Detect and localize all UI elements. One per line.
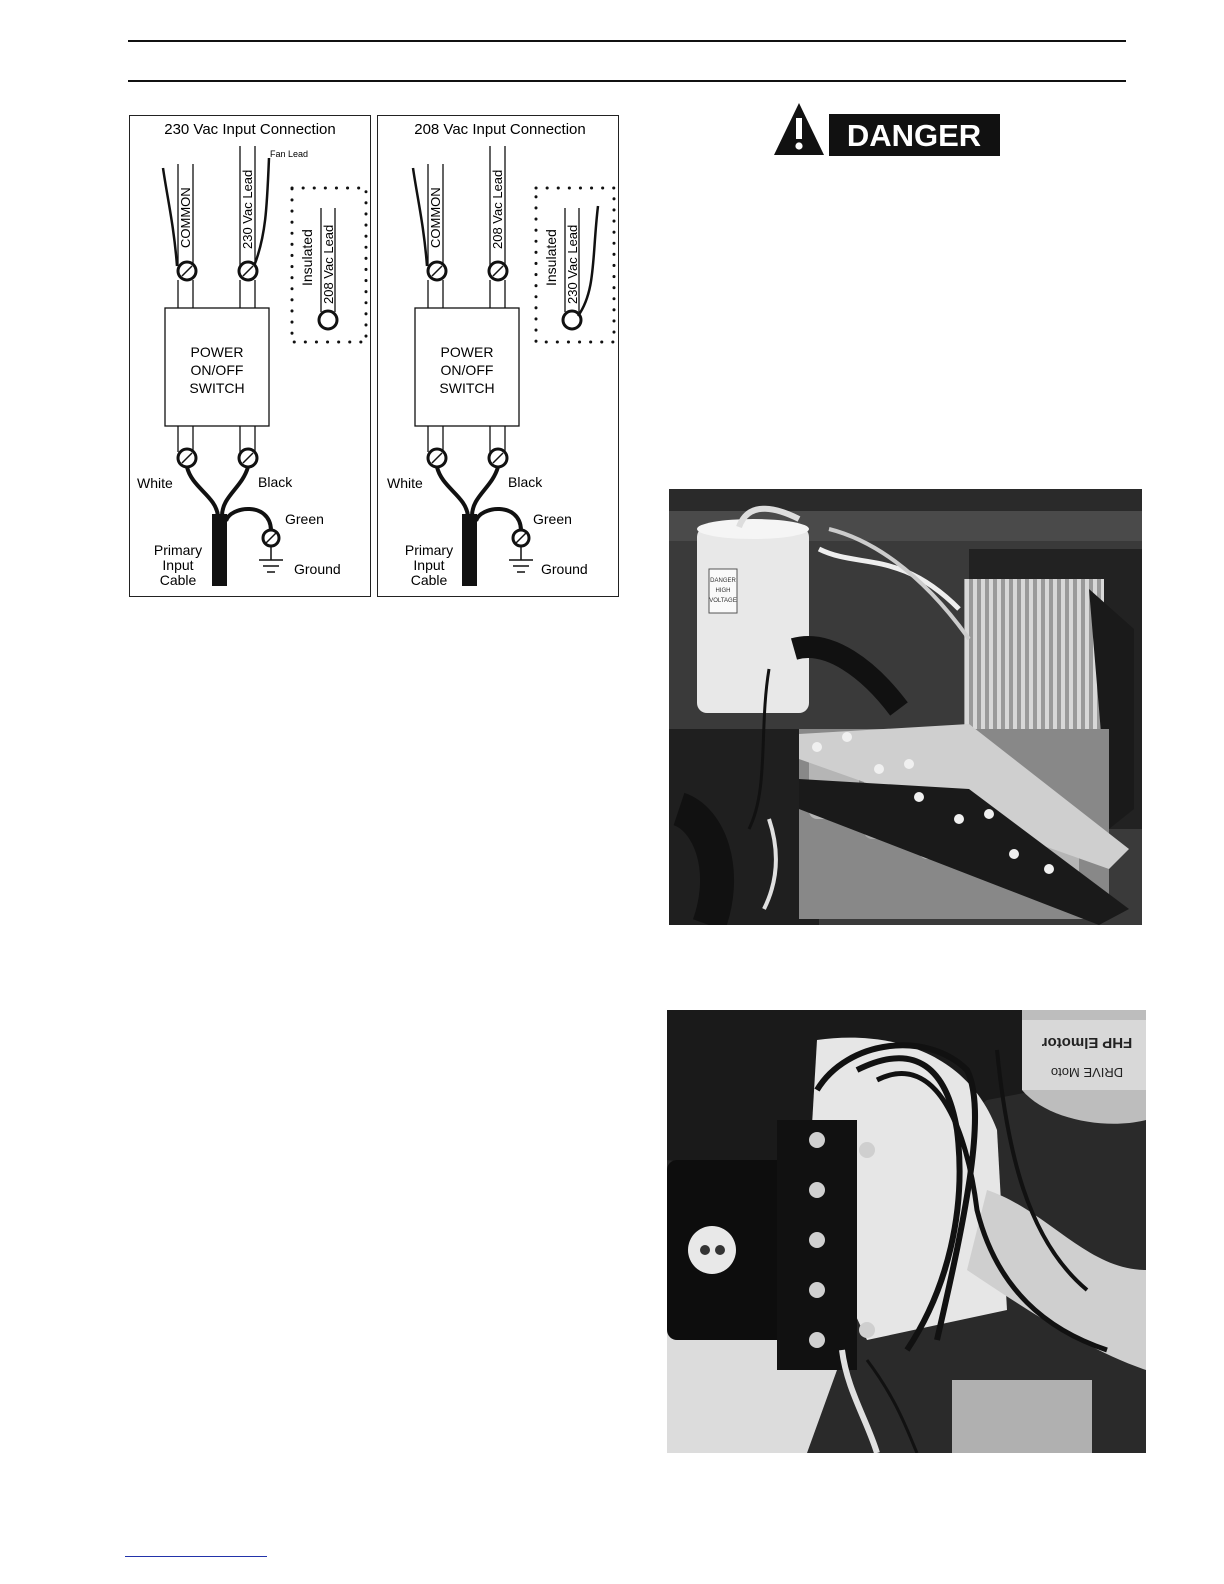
switch-label-line: POWER — [190, 344, 244, 360]
switch-label-line: ON/OFF — [190, 362, 244, 378]
ground-label: Ground — [541, 561, 588, 577]
cable-label-line: Input — [413, 557, 445, 573]
common-lead — [163, 164, 193, 266]
danger-banner — [773, 101, 1001, 157]
cable-label-line: Primary — [404, 542, 454, 558]
switch-label-line: SWITCH — [439, 380, 495, 396]
ground-symbol-icon — [509, 546, 533, 572]
green-label: Green — [533, 511, 572, 527]
footer-link-underline — [125, 1556, 267, 1557]
insulated-lead-label: 208 Vac Lead — [321, 224, 336, 304]
insulated-terminal — [319, 311, 337, 329]
voltage-lead — [240, 146, 308, 266]
photo-capacitor-rectifier — [669, 489, 1142, 925]
green-label: Green — [285, 511, 324, 527]
cable-label-line: Cable — [159, 572, 197, 588]
cable-label-line: Input — [162, 557, 194, 573]
switch-label-line: POWER — [440, 344, 494, 360]
diagram-title: 230 Vac Input Connection — [164, 121, 336, 138]
black-label: Black — [508, 474, 543, 490]
cable-label-line: Primary — [153, 542, 203, 558]
white-label: White — [387, 475, 423, 491]
insulated-label: Insulated — [543, 229, 559, 286]
capacitor-label-line: VOLTAGE — [709, 598, 737, 604]
danger-label: DANGER — [846, 118, 982, 153]
black-label: Black — [258, 474, 293, 490]
warning-triangle-icon — [774, 103, 824, 155]
capacitor-label-line: DANGER — [710, 578, 736, 584]
cable-label-line: Cable — [410, 572, 448, 588]
ground-label: Ground — [294, 561, 341, 577]
fan-lead-wire — [578, 206, 598, 316]
header-rule-bottom — [128, 80, 1126, 82]
ground-symbol-icon — [259, 546, 283, 572]
header-rule-top — [128, 40, 1126, 42]
switch-label-line: ON/OFF — [440, 362, 494, 378]
common-lead-label: COMMON — [428, 187, 443, 248]
primary-input-cable — [212, 514, 227, 586]
diagram-208vac — [377, 115, 619, 597]
photo-switch-drive-motor — [667, 1010, 1146, 1453]
fan-lead-label: Fan Lead — [270, 149, 309, 159]
voltage-lead-label: 208 Vac Lead — [490, 169, 505, 249]
common-lead — [413, 164, 443, 266]
voltage-lead-label: 230 Vac Lead — [240, 169, 255, 249]
motor-label: DRIVE Moto — [1050, 1065, 1124, 1080]
voltage-lead — [490, 146, 505, 266]
diagram-230vac — [129, 115, 371, 597]
common-lead-label: COMMON — [178, 187, 193, 248]
primary-input-cable — [462, 514, 477, 586]
switch-label-line: SWITCH — [189, 380, 245, 396]
diagram-title: 208 Vac Input Connection — [414, 121, 586, 138]
capacitor — [697, 519, 809, 713]
motor-label: FHP Elmotor — [1041, 1034, 1133, 1051]
insulated-label: Insulated — [299, 229, 315, 286]
capacitor-label-line: HIGH — [715, 588, 731, 594]
white-label: White — [137, 475, 173, 491]
insulated-lead-label: 230 Vac Lead — [565, 224, 580, 304]
